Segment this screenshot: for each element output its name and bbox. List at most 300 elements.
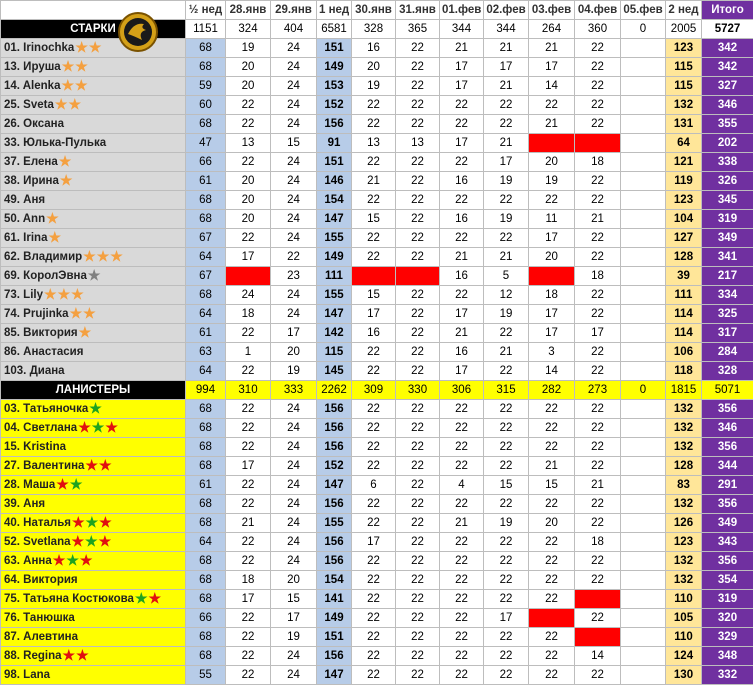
score-cell: 342 <box>702 58 753 77</box>
score-cell: 61 <box>186 476 226 495</box>
column-header: 01.фев <box>440 1 484 20</box>
score-cell: 21 <box>484 39 529 58</box>
star-icon: ★ <box>78 323 92 340</box>
score-cell: 24 <box>271 191 317 210</box>
table-row <box>1 153 753 172</box>
score-cell <box>621 495 666 514</box>
column-header: 29.янв <box>271 1 317 20</box>
score-cell: 24 <box>271 210 317 229</box>
score-cell: 17 <box>529 324 575 343</box>
score-cell <box>621 153 666 172</box>
score-cell: 22 <box>396 229 440 248</box>
member-name <box>1 628 186 647</box>
score-cell: 22 <box>352 191 396 210</box>
score-cell: 68 <box>186 39 226 58</box>
table-row <box>1 77 753 96</box>
score-cell: 68 <box>186 400 226 419</box>
score-cell: 153 <box>317 77 352 96</box>
missing-score-cell <box>226 267 271 286</box>
star-icon: ★ <box>99 513 112 530</box>
score-cell: 22 <box>484 115 529 134</box>
member-name-label: 62. Владимир <box>4 250 83 263</box>
star-icon: ★ <box>75 38 88 55</box>
group-total-cell: 1815 <box>666 381 702 400</box>
score-cell: 22 <box>440 533 484 552</box>
group-total-cell: 264 <box>529 20 575 39</box>
score-cell: 355 <box>702 115 753 134</box>
score-cell: 16 <box>440 172 484 191</box>
score-cell: 22 <box>396 210 440 229</box>
score-cell: 19 <box>484 305 529 324</box>
score-cell: 349 <box>702 514 753 533</box>
score-cell: 349 <box>702 229 753 248</box>
score-cell: 15 <box>271 134 317 153</box>
score-cell: 24 <box>271 115 317 134</box>
score-cell: 22 <box>226 533 271 552</box>
missing-score-cell <box>575 628 621 647</box>
member-name-label: 33. Юлька-Пулька <box>4 136 107 149</box>
score-cell: 66 <box>186 153 226 172</box>
score-cell: 12 <box>484 286 529 305</box>
score-cell: 66 <box>186 609 226 628</box>
score-cell: 132 <box>666 438 702 457</box>
score-cell: 110 <box>666 590 702 609</box>
group-title: ЛАНИСТЕРЫ <box>1 381 186 400</box>
score-cell: 24 <box>271 96 317 115</box>
star-icon: ★ <box>44 285 57 302</box>
score-cell: 154 <box>317 571 352 590</box>
score-cell: 68 <box>186 514 226 533</box>
score-cell: 147 <box>317 210 352 229</box>
score-cell: 16 <box>440 210 484 229</box>
table-row <box>1 628 753 647</box>
member-name <box>1 438 186 457</box>
member-name-label: 40. Наталья <box>4 516 71 529</box>
score-cell: 22 <box>352 609 396 628</box>
score-cell: 22 <box>575 495 621 514</box>
score-cell: 22 <box>226 476 271 495</box>
score-cell: 22 <box>396 115 440 134</box>
score-cell: 22 <box>396 400 440 419</box>
score-cell: 21 <box>575 476 621 495</box>
score-cell: 152 <box>317 457 352 476</box>
score-cell: 64 <box>666 134 702 153</box>
score-cell <box>621 419 666 438</box>
score-cell: 24 <box>271 58 317 77</box>
score-cell: 217 <box>702 267 753 286</box>
score-cell: 15 <box>484 476 529 495</box>
member-name-label: 76. Танюшка <box>4 611 75 624</box>
score-cell: 334 <box>702 286 753 305</box>
score-cell: 67 <box>186 229 226 248</box>
star-icon: ★ <box>105 418 118 435</box>
score-cell: 124 <box>666 647 702 666</box>
group-total-cell: 2005 <box>666 20 702 39</box>
score-cell: 348 <box>702 647 753 666</box>
member-name-label: 28. Маша <box>4 478 56 491</box>
score-cell: 123 <box>666 533 702 552</box>
star-icon: ★ <box>75 57 88 74</box>
score-cell: 325 <box>702 305 753 324</box>
score-cell <box>621 362 666 381</box>
score-cell: 106 <box>666 343 702 362</box>
score-cell: 17 <box>271 324 317 343</box>
score-cell: 68 <box>186 286 226 305</box>
score-cell: 22 <box>440 286 484 305</box>
score-cell: 156 <box>317 400 352 419</box>
score-cell: 155 <box>317 286 352 305</box>
star-icon: ★ <box>71 532 85 549</box>
score-cell <box>621 267 666 286</box>
score-cell: 68 <box>186 590 226 609</box>
star-icon: ★ <box>58 152 72 169</box>
score-cell: 22 <box>484 362 529 381</box>
score-cell: 24 <box>271 172 317 191</box>
table-row <box>1 58 753 77</box>
score-cell: 18 <box>226 571 271 590</box>
score-cell: 68 <box>186 191 226 210</box>
score-cell: 20 <box>529 514 575 533</box>
score-cell: 22 <box>226 419 271 438</box>
score-cell <box>621 324 666 343</box>
score-cell: 21 <box>484 248 529 267</box>
score-cell: 17 <box>352 533 396 552</box>
score-cell: 332 <box>702 666 753 685</box>
score-cell: 152 <box>317 96 352 115</box>
score-cell: 67 <box>186 267 226 286</box>
score-cell: 22 <box>440 438 484 457</box>
score-cell: 22 <box>352 628 396 647</box>
score-cell: 24 <box>226 286 271 305</box>
group-total-cell: 315 <box>484 381 529 400</box>
score-cell: 20 <box>529 153 575 172</box>
score-cell: 151 <box>317 153 352 172</box>
table-row <box>1 590 753 609</box>
score-cell: 17 <box>529 58 575 77</box>
member-name <box>1 324 186 343</box>
table-row <box>1 305 753 324</box>
score-cell: 15 <box>529 476 575 495</box>
score-cell: 20 <box>352 58 396 77</box>
score-cell: 142 <box>317 324 352 343</box>
table-row <box>1 419 753 438</box>
score-cell: 22 <box>529 495 575 514</box>
star-icon: ★ <box>66 551 79 568</box>
member-name <box>1 58 186 77</box>
score-cell <box>621 343 666 362</box>
score-cell <box>621 229 666 248</box>
score-cell: 156 <box>317 419 352 438</box>
score-cell: 18 <box>575 267 621 286</box>
score-cell: 21 <box>226 514 271 533</box>
score-cell: 24 <box>271 419 317 438</box>
member-name <box>1 172 186 191</box>
score-cell: 23 <box>271 267 317 286</box>
score-cell: 156 <box>317 552 352 571</box>
member-name-label: 61. Irina <box>4 231 48 244</box>
score-cell: 24 <box>271 229 317 248</box>
score-cell: 149 <box>317 58 352 77</box>
score-cell: 22 <box>575 191 621 210</box>
score-cell: 68 <box>186 457 226 476</box>
score-cell: 68 <box>186 647 226 666</box>
score-cell: 22 <box>440 495 484 514</box>
score-cell: 22 <box>529 419 575 438</box>
table-row <box>1 362 753 381</box>
star-icon: ★ <box>98 532 112 549</box>
score-cell: 114 <box>666 324 702 343</box>
score-cell: 317 <box>702 324 753 343</box>
group-total-cell: 1151 <box>186 20 226 39</box>
score-cell: 22 <box>484 571 529 590</box>
score-cell: 6 <box>352 476 396 495</box>
score-cell: 22 <box>271 248 317 267</box>
score-cell: 118 <box>666 362 702 381</box>
star-icon: ★ <box>46 209 59 226</box>
score-cell: 22 <box>484 590 529 609</box>
star-icon: ★ <box>87 266 101 283</box>
star-icon: ★ <box>56 475 69 492</box>
score-cell: 22 <box>396 58 440 77</box>
column-header: 28.янв <box>226 1 271 20</box>
member-name-label: 15. Kristina <box>4 440 66 453</box>
score-cell: 326 <box>702 172 753 191</box>
score-cell: 22 <box>484 438 529 457</box>
member-name-label: 03. Татьяночка <box>4 402 89 415</box>
score-cell <box>621 134 666 153</box>
score-cell: 17 <box>226 457 271 476</box>
score-cell: 342 <box>702 39 753 58</box>
score-cell: 60 <box>186 96 226 115</box>
score-cell: 147 <box>317 305 352 324</box>
score-cell: 68 <box>186 58 226 77</box>
score-cell: 19 <box>484 210 529 229</box>
member-name <box>1 134 186 153</box>
table-row <box>1 457 753 476</box>
star-icon: ★ <box>85 513 99 530</box>
score-cell: 18 <box>529 286 575 305</box>
score-cell: 343 <box>702 533 753 552</box>
score-cell: 329 <box>702 628 753 647</box>
score-cell: 68 <box>186 628 226 647</box>
group-total-cell: 5071 <box>702 381 753 400</box>
group-total-cell: 360 <box>575 20 621 39</box>
missing-score-cell <box>575 134 621 153</box>
score-cell: 147 <box>317 666 352 685</box>
score-cell: 22 <box>440 419 484 438</box>
score-cell: 91 <box>317 134 352 153</box>
score-cell <box>621 39 666 58</box>
score-cell: 22 <box>529 552 575 571</box>
score-cell: 20 <box>271 571 317 590</box>
score-cell: 19 <box>271 628 317 647</box>
member-name <box>1 210 186 229</box>
score-cell: 13 <box>396 134 440 153</box>
missing-score-cell <box>396 267 440 286</box>
score-cell: 24 <box>271 647 317 666</box>
score-cell <box>621 248 666 267</box>
star-icon: ★ <box>59 171 73 188</box>
score-cell: 22 <box>396 39 440 58</box>
score-cell: 21 <box>440 324 484 343</box>
score-cell: 119 <box>666 172 702 191</box>
star-icon: ★ <box>54 95 68 112</box>
score-cell: 19 <box>271 362 317 381</box>
score-cell: 22 <box>440 552 484 571</box>
score-cell: 22 <box>352 248 396 267</box>
score-cell: 345 <box>702 191 753 210</box>
star-icon: ★ <box>91 418 105 435</box>
score-cell: 14 <box>529 362 575 381</box>
score-cell: 155 <box>317 229 352 248</box>
score-cell: 24 <box>271 438 317 457</box>
group-total-cell: 344 <box>484 20 529 39</box>
score-cell: 22 <box>484 533 529 552</box>
score-cell: 22 <box>440 609 484 628</box>
score-cell: 22 <box>440 115 484 134</box>
table-row <box>1 552 753 571</box>
star-icon: ★ <box>69 475 83 492</box>
table-row <box>1 191 753 210</box>
group-total-cell: 6581 <box>317 20 352 39</box>
score-cell: 22 <box>226 229 271 248</box>
star-icon: ★ <box>62 646 76 663</box>
score-cell: 20 <box>226 77 271 96</box>
score-cell: 20 <box>529 248 575 267</box>
score-cell <box>621 438 666 457</box>
score-cell: 147 <box>317 476 352 495</box>
score-cell: 22 <box>440 400 484 419</box>
group-total-row <box>1 20 753 39</box>
score-cell: 291 <box>702 476 753 495</box>
score-cell: 121 <box>666 153 702 172</box>
star-icon: ★ <box>85 456 98 473</box>
score-cell: 22 <box>575 39 621 58</box>
header-row <box>1 1 753 20</box>
group-total-cell: 310 <box>226 381 271 400</box>
missing-score-cell <box>529 609 575 628</box>
score-cell: 22 <box>575 343 621 362</box>
score-cell: 146 <box>317 172 352 191</box>
member-name <box>1 343 186 362</box>
score-cell: 1 <box>226 343 271 362</box>
group-title: СТАРКИ <box>1 20 186 39</box>
score-cell: 22 <box>352 153 396 172</box>
score-cell: 22 <box>440 153 484 172</box>
score-cell: 22 <box>396 628 440 647</box>
score-cell: 154 <box>317 191 352 210</box>
score-cell: 20 <box>226 191 271 210</box>
member-name-label: 103. Диана <box>4 364 65 377</box>
score-cell <box>621 286 666 305</box>
column-header: 04.фев <box>575 1 621 20</box>
column-header: 30.янв <box>352 1 396 20</box>
star-icon: ★ <box>76 646 89 663</box>
member-name-label: 69. КоролЭвна <box>4 269 87 282</box>
column-header: 05.фев <box>621 1 666 20</box>
score-cell: 341 <box>702 248 753 267</box>
star-icon: ★ <box>48 228 62 245</box>
score-cell: 115 <box>317 343 352 362</box>
score-cell: 21 <box>440 514 484 533</box>
score-cell: 17 <box>529 305 575 324</box>
score-cell: 64 <box>186 533 226 552</box>
score-cell: 354 <box>702 571 753 590</box>
star-icon: ★ <box>85 532 98 549</box>
score-cell: 21 <box>484 77 529 96</box>
score-cell: 156 <box>317 438 352 457</box>
star-icon: ★ <box>110 247 123 264</box>
score-cell: 22 <box>575 96 621 115</box>
score-cell: 132 <box>666 419 702 438</box>
table-row <box>1 248 753 267</box>
score-cell: 22 <box>575 362 621 381</box>
score-cell: 83 <box>666 476 702 495</box>
column-header: 02.фев <box>484 1 529 20</box>
score-cell: 15 <box>352 210 396 229</box>
table-row <box>1 115 753 134</box>
score-cell: 24 <box>271 39 317 58</box>
group-total-cell: 344 <box>440 20 484 39</box>
star-icon: ★ <box>96 247 110 264</box>
score-cell: 104 <box>666 210 702 229</box>
score-cell: 22 <box>226 324 271 343</box>
column-header: ½ нед <box>186 1 226 20</box>
score-cell: 17 <box>226 590 271 609</box>
score-cell: 64 <box>186 362 226 381</box>
score-cell: 110 <box>666 628 702 647</box>
score-cell: 68 <box>186 419 226 438</box>
score-cell: 22 <box>226 666 271 685</box>
score-cell: 141 <box>317 590 352 609</box>
score-cell: 22 <box>396 343 440 362</box>
score-cell: 24 <box>271 514 317 533</box>
member-name <box>1 267 186 286</box>
score-cell: 22 <box>440 628 484 647</box>
score-cell: 22 <box>484 495 529 514</box>
score-cell: 24 <box>271 286 317 305</box>
score-cell: 55 <box>186 666 226 685</box>
group-total-cell: 0 <box>621 381 666 400</box>
table-row <box>1 96 753 115</box>
score-cell: 63 <box>186 343 226 362</box>
member-name-label: 25. Sveta <box>4 98 54 111</box>
score-cell: 68 <box>186 552 226 571</box>
score-cell: 338 <box>702 153 753 172</box>
score-cell: 61 <box>186 324 226 343</box>
score-cell: 356 <box>702 438 753 457</box>
score-cell: 21 <box>529 39 575 58</box>
score-cell <box>621 628 666 647</box>
score-cell: 22 <box>440 191 484 210</box>
score-cell: 22 <box>575 115 621 134</box>
score-cell: 13 <box>226 134 271 153</box>
group-total-cell: 324 <box>226 20 271 39</box>
member-name <box>1 552 186 571</box>
score-cell: 21 <box>352 172 396 191</box>
score-cell: 22 <box>352 495 396 514</box>
score-cell: 22 <box>575 666 621 685</box>
star-icon: ★ <box>148 589 162 606</box>
score-cell: 22 <box>396 609 440 628</box>
member-name-label: 38. Ирина <box>4 174 59 187</box>
member-name-label: 63. Анна <box>4 554 52 567</box>
member-name <box>1 476 186 495</box>
member-name-label: 01. Irinochka <box>4 41 75 54</box>
table-row <box>1 39 753 58</box>
score-cell: 22 <box>396 571 440 590</box>
score-cell: 22 <box>529 96 575 115</box>
